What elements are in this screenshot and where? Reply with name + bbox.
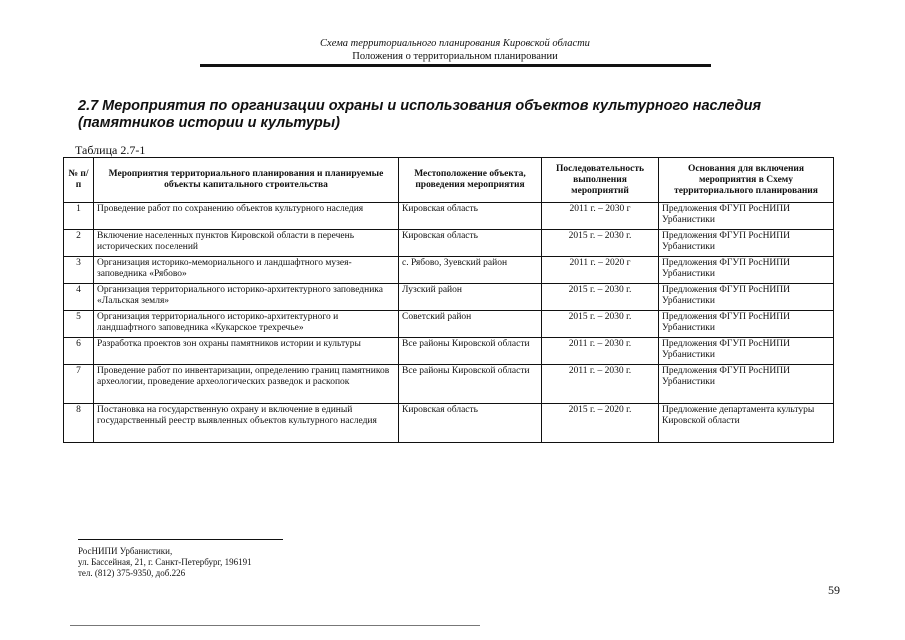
cell-sequence: 2011 г. – 2020 г <box>542 257 659 284</box>
cell-num: 8 <box>64 404 94 443</box>
cell-location: Лузский район <box>399 284 542 311</box>
cell-location: Кировская область <box>399 404 542 443</box>
cell-sequence: 2011 г. – 2030 г <box>542 203 659 230</box>
cell-measure: Разработка проектов зон охраны памятников истории и культуры <box>94 338 399 365</box>
cell-num: 1 <box>64 203 94 230</box>
cell-location: с. Рябово, Зуевский район <box>399 257 542 284</box>
table-row <box>64 203 834 230</box>
cell-basis: Предложения ФГУП РосНИПИ Урбанистики <box>659 338 834 365</box>
table-row <box>64 365 834 404</box>
header-subtitle: Положения о территориальном планировании <box>352 51 558 62</box>
header-cell-sequence: Последовательность выполнения мероприятий <box>542 158 659 203</box>
cell-measure: Проведение работ по сохранению объектов культурного наследия <box>94 203 399 230</box>
header-cell-location: Местоположение объекта, проведения мероприятия <box>399 158 542 203</box>
cell-basis: Предложения ФГУП РосНИПИ Урбанистики <box>659 365 834 404</box>
cell-location: Все районы Кировской области <box>399 365 542 404</box>
header-cell-basis: Основания для включения мероприятия в Схему территориального планирования <box>659 158 834 203</box>
cell-basis: Предложение департамента культуры Кировской области <box>659 404 834 443</box>
bottom-rule <box>70 625 480 626</box>
cell-num: 4 <box>64 284 94 311</box>
cell-sequence: 2015 г. – 2030 г. <box>542 230 659 257</box>
cell-basis: Предложения ФГУП РосНИПИ Урбанистики <box>659 203 834 230</box>
cell-location: Кировская область <box>399 230 542 257</box>
cell-location: Советский район <box>399 311 542 338</box>
cell-num: 2 <box>64 230 94 257</box>
cell-measure: Организация территориального историко-архитектурного заповедника «Лальская земля» <box>94 284 399 311</box>
table-row <box>64 404 834 443</box>
cell-location: Кировская область <box>399 203 542 230</box>
table-row <box>64 284 834 311</box>
header-rule <box>200 64 711 67</box>
footer-phone: тел. (812) 375-9350, доб.226 <box>78 568 186 578</box>
cell-sequence: 2015 г. – 2020 г. <box>542 404 659 443</box>
footer-address: ул. Бассейная, 21, г. Санкт-Петербург, 196191 <box>78 557 252 567</box>
cell-measure: Постановка на государственную охрану и включение в единый государственный реестр выявленных объектов культурного наследия <box>94 404 399 443</box>
table-row <box>64 338 834 365</box>
cell-measure: Организация историко-мемориального и ландшафтного музея-заповедника «Рябово» <box>94 257 399 284</box>
table-row <box>64 311 834 338</box>
cell-sequence: 2015 г. – 2030 г. <box>542 284 659 311</box>
cell-measure: Включение населенных пунктов Кировской области в перечень исторических поселений <box>94 230 399 257</box>
page-number: 59 <box>828 583 840 597</box>
cell-basis: Предложения ФГУП РосНИПИ Урбанистики <box>659 311 834 338</box>
header-cell-measures: Мероприятия территориального планирования и планируемые объекты капитального строительства <box>94 158 399 203</box>
table-header-row <box>64 158 834 203</box>
measures-table <box>63 157 834 443</box>
table-caption: Таблица 2.7-1 <box>75 143 146 157</box>
header-cell-num: № п/п <box>64 158 94 203</box>
cell-num: 6 <box>64 338 94 365</box>
cell-num: 3 <box>64 257 94 284</box>
cell-num: 5 <box>64 311 94 338</box>
footer-rule <box>78 539 283 540</box>
cell-measure: Организация территориального историко-архитектурного и ландшафтного заповедника «Кукарское трехречье» <box>94 311 399 338</box>
header-title: Схема территориального планирования Кировской области <box>320 38 590 49</box>
cell-basis: Предложения ФГУП РосНИПИ Урбанистики <box>659 257 834 284</box>
cell-sequence: 2011 г. – 2030 г. <box>542 338 659 365</box>
cell-sequence: 2011 г. – 2030 г. <box>542 365 659 404</box>
cell-basis: Предложения ФГУП РосНИПИ Урбанистики <box>659 284 834 311</box>
table-row <box>64 257 834 284</box>
section-title: 2.7 Мероприятия по организации охраны и использования объектов культурного наследия (памятников истории и культуры) <box>78 98 762 131</box>
footer-org: РосНИПИ Урбанистики, <box>78 546 173 556</box>
cell-num: 7 <box>64 365 94 404</box>
cell-location: Все районы Кировской области <box>399 338 542 365</box>
table-row <box>64 230 834 257</box>
cell-measure: Проведение работ по инвентаризации, определению границ памятников археологии, проведение археологических разведок и раскопок <box>94 365 399 404</box>
cell-basis: Предложения ФГУП РосНИПИ Урбанистики <box>659 230 834 257</box>
cell-sequence: 2015 г. – 2030 г. <box>542 311 659 338</box>
footer <box>78 546 252 579</box>
